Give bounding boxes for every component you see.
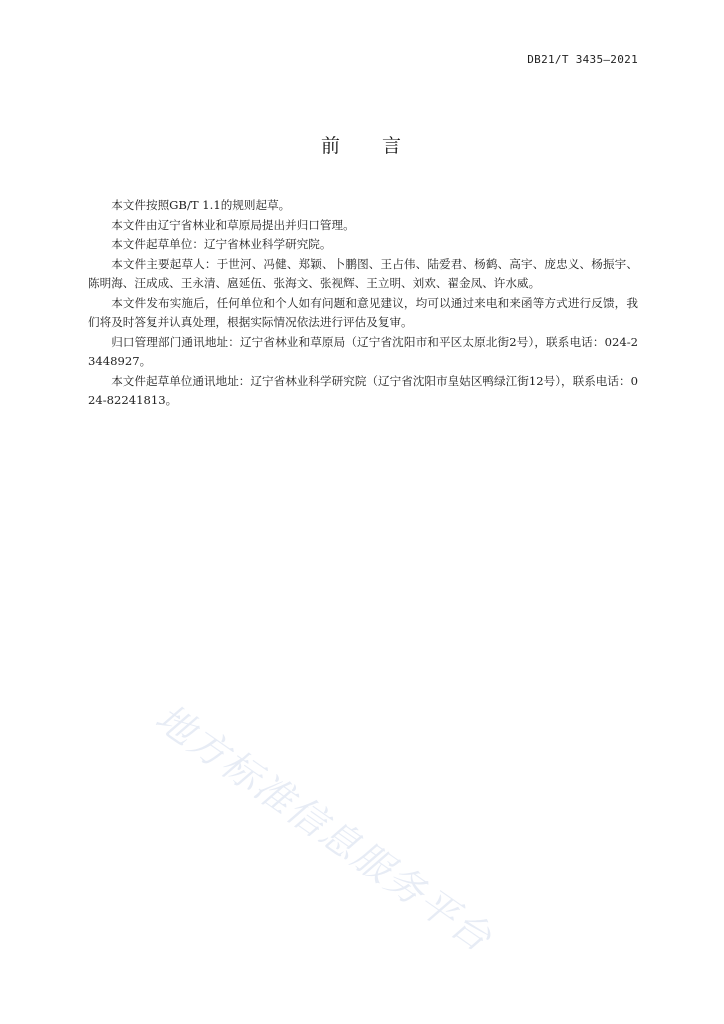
watermark: 地方标准信息服务平台: [147, 695, 501, 961]
paragraph-drafters: 本文件主要起草人：于世河、冯健、郑颖、卜鹏图、王占伟、陆爱君、杨鹤、高宇、庞忠义、杨振宇、陈明海、汪成成、王永清、扈延伍、张海文、张视辉、王立明、刘欢、翟金凤、许水威。: [88, 256, 638, 290]
paragraph-drafting-unit: 本文件起草单位：辽宁省林业科学研究院。: [111, 237, 332, 251]
paragraph-unit-address: 本文件起草单位通讯地址：辽宁省林业科学研究院（辽宁省沈阳市皇姑区鸭绿江街12号），联系电话：024-82241813。: [88, 373, 638, 407]
document-code: DB21/T 3435—2021: [527, 53, 638, 66]
title-char-2: 言: [382, 135, 404, 157]
paragraph-authority-address: 归口管理部门通讯地址：辽宁省林业和草原局（辽宁省沈阳市和平区太原北街2号），联系电话：024-23448927。: [88, 334, 638, 368]
paragraph-proposer: 本文件由辽宁省林业和草原局提出并归口管理。: [111, 217, 355, 232]
foreword-body: [88, 196, 638, 411]
page-title: [0, 131, 724, 158]
title-char-1: 前: [320, 135, 342, 157]
paragraph-drafting-rules: 本文件按照GB/T 1.1的规则起草。: [111, 198, 291, 212]
paragraph-feedback: 本文件发布实施后，任何单位和个人如有问题和意见建议，均可以通过来电和来函等方式进行反馈，我们将及时答复并认真处理，根据实际情况依法进行评估及复审。: [88, 295, 638, 329]
